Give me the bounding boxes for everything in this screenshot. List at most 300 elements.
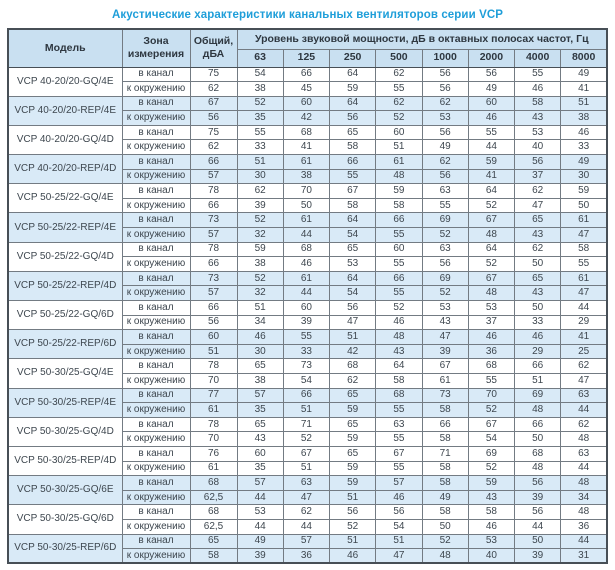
level-cell: 61	[561, 213, 607, 228]
level-cell: 66	[515, 417, 561, 432]
level-cell: 40	[515, 140, 561, 155]
level-cell: 62	[561, 359, 607, 374]
freq-header: 2000	[468, 49, 514, 67]
level-cell: 30	[561, 169, 607, 184]
level-cell: 48	[376, 330, 422, 345]
level-cell: 55	[330, 169, 376, 184]
level-cell: 48	[515, 461, 561, 476]
level-cell: 53	[515, 125, 561, 140]
total-dba-cell: 60	[190, 330, 237, 345]
level-cell: 35	[237, 111, 283, 126]
level-cell: 50	[515, 301, 561, 316]
level-cell: 60	[283, 301, 329, 316]
level-cell: 66	[515, 359, 561, 374]
level-cell: 35	[237, 461, 283, 476]
level-cell: 46	[376, 490, 422, 505]
model-cell: VCP 50-25/22-GQ/6D	[8, 301, 122, 330]
level-cell: 59	[330, 403, 376, 418]
level-cell: 49	[422, 490, 468, 505]
level-cell: 46	[561, 125, 607, 140]
level-cell: 62	[283, 505, 329, 520]
level-cell: 68	[330, 359, 376, 374]
col-header-total: Общий, дБА	[190, 29, 237, 67]
level-cell: 56	[422, 67, 468, 82]
level-cell: 69	[515, 388, 561, 403]
level-cell: 71	[283, 417, 329, 432]
level-cell: 52	[330, 519, 376, 534]
level-cell: 34	[561, 490, 607, 505]
level-cell: 38	[561, 111, 607, 126]
level-cell: 33	[561, 140, 607, 155]
level-cell: 59	[468, 476, 514, 491]
total-dba-cell: 70	[190, 432, 237, 447]
zone-cell: к окружению	[122, 315, 190, 330]
zone-cell: к окружению	[122, 432, 190, 447]
level-cell: 57	[376, 476, 422, 491]
level-cell: 65	[330, 388, 376, 403]
level-cell: 49	[422, 140, 468, 155]
level-cell: 52	[237, 213, 283, 228]
level-cell: 53	[330, 257, 376, 272]
level-cell: 56	[422, 257, 468, 272]
level-cell: 55	[561, 257, 607, 272]
level-cell: 50	[422, 519, 468, 534]
level-cell: 36	[283, 549, 329, 564]
total-dba-cell: 62	[190, 82, 237, 97]
zone-cell: в канал	[122, 184, 190, 199]
level-cell: 51	[330, 490, 376, 505]
level-cell: 52	[237, 96, 283, 111]
table-row	[8, 417, 607, 432]
level-cell: 41	[283, 140, 329, 155]
level-cell: 38	[237, 257, 283, 272]
level-cell: 51	[515, 373, 561, 388]
level-cell: 62	[330, 373, 376, 388]
table-row	[8, 476, 607, 491]
level-cell: 51	[330, 534, 376, 549]
level-cell: 48	[468, 228, 514, 243]
level-cell: 37	[468, 315, 514, 330]
level-cell: 44	[283, 228, 329, 243]
level-cell: 60	[376, 125, 422, 140]
level-cell: 43	[237, 432, 283, 447]
level-cell: 56	[422, 125, 468, 140]
level-cell: 52	[237, 271, 283, 286]
level-cell: 50	[515, 432, 561, 447]
total-dba-cell: 66	[190, 198, 237, 213]
level-cell: 70	[283, 184, 329, 199]
level-cell: 59	[376, 184, 422, 199]
level-cell: 55	[283, 330, 329, 345]
table-row	[8, 213, 607, 228]
zone-cell: в канал	[122, 125, 190, 140]
level-cell: 58	[422, 505, 468, 520]
level-cell: 47	[422, 330, 468, 345]
level-cell: 40	[468, 549, 514, 564]
level-cell: 56	[376, 505, 422, 520]
model-cell: VCP 50-25/22-GQ/4E	[8, 184, 122, 213]
level-cell: 58	[422, 403, 468, 418]
level-cell: 43	[515, 286, 561, 301]
zone-cell: в канал	[122, 359, 190, 374]
level-cell: 55	[376, 286, 422, 301]
level-cell: 37	[515, 169, 561, 184]
level-cell: 42	[330, 344, 376, 359]
level-cell: 65	[515, 213, 561, 228]
level-cell: 69	[422, 271, 468, 286]
level-cell: 58	[422, 432, 468, 447]
table-row	[8, 184, 607, 199]
level-cell: 44	[283, 519, 329, 534]
table-row	[8, 534, 607, 549]
zone-cell: к окружению	[122, 286, 190, 301]
level-cell: 47	[515, 198, 561, 213]
level-cell: 46	[515, 330, 561, 345]
level-cell: 68	[376, 388, 422, 403]
level-cell: 68	[515, 446, 561, 461]
level-cell: 60	[237, 446, 283, 461]
level-cell: 53	[468, 301, 514, 316]
level-cell: 65	[330, 125, 376, 140]
total-dba-cell: 78	[190, 359, 237, 374]
level-cell: 53	[422, 111, 468, 126]
level-cell: 62	[515, 184, 561, 199]
level-cell: 66	[376, 271, 422, 286]
table-header	[8, 29, 607, 67]
total-dba-cell: 62,5	[190, 519, 237, 534]
freq-header: 4000	[515, 49, 561, 67]
total-dba-cell: 61	[190, 403, 237, 418]
zone-cell: к окружению	[122, 344, 190, 359]
level-cell: 50	[283, 198, 329, 213]
model-cell: VCP 50-30/25-GQ/6D	[8, 505, 122, 534]
level-cell: 44	[515, 519, 561, 534]
level-cell: 64	[330, 96, 376, 111]
total-dba-cell: 78	[190, 242, 237, 257]
level-cell: 38	[237, 82, 283, 97]
level-cell: 36	[468, 344, 514, 359]
zone-cell: к окружению	[122, 198, 190, 213]
level-cell: 65	[330, 417, 376, 432]
level-cell: 44	[283, 286, 329, 301]
level-cell: 48	[468, 286, 514, 301]
level-cell: 61	[283, 155, 329, 170]
level-cell: 61	[283, 213, 329, 228]
total-dba-cell: 62	[190, 140, 237, 155]
total-dba-cell: 67	[190, 96, 237, 111]
total-dba-cell: 66	[190, 257, 237, 272]
table-row	[8, 155, 607, 170]
level-cell: 62	[422, 155, 468, 170]
level-cell: 51	[283, 461, 329, 476]
total-dba-cell: 76	[190, 446, 237, 461]
zone-cell: к окружению	[122, 257, 190, 272]
total-dba-cell: 75	[190, 125, 237, 140]
model-cell: VCP 40-20/20-REP/4D	[8, 155, 122, 184]
level-cell: 59	[330, 432, 376, 447]
level-cell: 60	[376, 242, 422, 257]
zone-cell: в канал	[122, 446, 190, 461]
level-cell: 55	[237, 125, 283, 140]
level-cell: 57	[283, 534, 329, 549]
level-cell: 51	[376, 140, 422, 155]
level-cell: 61	[561, 271, 607, 286]
table-row	[8, 388, 607, 403]
level-cell: 62	[376, 96, 422, 111]
level-cell: 48	[376, 169, 422, 184]
level-cell: 55	[468, 125, 514, 140]
level-cell: 62	[422, 96, 468, 111]
level-cell: 39	[515, 490, 561, 505]
level-cell: 57	[237, 388, 283, 403]
level-cell: 51	[330, 330, 376, 345]
total-dba-cell: 57	[190, 286, 237, 301]
model-cell: VCP 40-20/20-REP/4E	[8, 96, 122, 125]
level-cell: 38	[283, 169, 329, 184]
level-cell: 61	[422, 373, 468, 388]
level-cell: 50	[515, 257, 561, 272]
table-row	[8, 359, 607, 374]
level-cell: 69	[422, 213, 468, 228]
level-cell: 67	[468, 417, 514, 432]
level-cell: 46	[283, 257, 329, 272]
fan-acoustics-table	[7, 28, 608, 564]
level-cell: 52	[376, 301, 422, 316]
table-body	[8, 67, 607, 563]
level-cell: 56	[330, 301, 376, 316]
zone-cell: в канал	[122, 155, 190, 170]
level-cell: 46	[468, 330, 514, 345]
level-cell: 62	[237, 184, 283, 199]
level-cell: 47	[376, 549, 422, 564]
level-cell: 29	[561, 315, 607, 330]
level-cell: 58	[515, 96, 561, 111]
level-cell: 47	[330, 315, 376, 330]
level-cell: 47	[561, 228, 607, 243]
total-dba-cell: 57	[190, 169, 237, 184]
freq-header: 63	[237, 49, 283, 67]
level-cell: 64	[330, 271, 376, 286]
level-cell: 55	[422, 198, 468, 213]
level-cell: 59	[330, 461, 376, 476]
level-cell: 51	[283, 403, 329, 418]
level-cell: 61	[283, 271, 329, 286]
level-cell: 58	[561, 242, 607, 257]
total-dba-cell: 56	[190, 315, 237, 330]
level-cell: 52	[468, 403, 514, 418]
total-dba-cell: 68	[190, 505, 237, 520]
level-cell: 43	[515, 111, 561, 126]
zone-cell: в канал	[122, 476, 190, 491]
table-row	[8, 505, 607, 520]
zone-cell: к окружению	[122, 228, 190, 243]
zone-cell: в канал	[122, 242, 190, 257]
level-cell: 44	[561, 534, 607, 549]
zone-cell: к окружению	[122, 519, 190, 534]
level-cell: 46	[515, 82, 561, 97]
level-cell: 65	[330, 446, 376, 461]
freq-header: 500	[376, 49, 422, 67]
level-cell: 39	[283, 315, 329, 330]
zone-cell: в канал	[122, 505, 190, 520]
level-cell: 55	[376, 432, 422, 447]
level-cell: 52	[283, 432, 329, 447]
level-cell: 54	[468, 432, 514, 447]
level-cell: 68	[468, 359, 514, 374]
level-cell: 63	[561, 446, 607, 461]
level-cell: 56	[422, 169, 468, 184]
level-cell: 68	[283, 242, 329, 257]
level-cell: 46	[237, 330, 283, 345]
level-cell: 63	[561, 388, 607, 403]
level-cell: 30	[237, 169, 283, 184]
level-cell: 56	[330, 505, 376, 520]
level-cell: 51	[376, 534, 422, 549]
total-dba-cell: 75	[190, 67, 237, 82]
level-cell: 65	[330, 242, 376, 257]
level-cell: 51	[561, 96, 607, 111]
zone-cell: в канал	[122, 67, 190, 82]
zone-cell: в канал	[122, 534, 190, 549]
level-cell: 50	[515, 534, 561, 549]
level-cell: 32	[237, 286, 283, 301]
level-cell: 43	[422, 315, 468, 330]
level-cell: 58	[330, 198, 376, 213]
level-cell: 60	[283, 96, 329, 111]
zone-cell: в канал	[122, 417, 190, 432]
level-cell: 53	[237, 505, 283, 520]
level-cell: 52	[422, 286, 468, 301]
level-cell: 63	[422, 242, 468, 257]
table-row	[8, 271, 607, 286]
level-cell: 73	[283, 359, 329, 374]
level-cell: 64	[330, 213, 376, 228]
total-dba-cell: 68	[190, 476, 237, 491]
total-dba-cell: 78	[190, 184, 237, 199]
level-cell: 41	[561, 82, 607, 97]
level-cell: 56	[515, 476, 561, 491]
zone-cell: в канал	[122, 330, 190, 345]
level-cell: 39	[237, 549, 283, 564]
level-cell: 47	[283, 490, 329, 505]
level-cell: 62	[561, 417, 607, 432]
model-cell: VCP 50-30/25-REP/4E	[8, 388, 122, 417]
level-cell: 49	[561, 67, 607, 82]
total-dba-cell: 66	[190, 155, 237, 170]
level-cell: 39	[515, 549, 561, 564]
level-cell: 62	[376, 67, 422, 82]
level-cell: 66	[283, 67, 329, 82]
level-cell: 55	[376, 257, 422, 272]
level-cell: 43	[376, 344, 422, 359]
level-cell: 35	[237, 403, 283, 418]
zone-cell: в канал	[122, 271, 190, 286]
level-cell: 54	[330, 228, 376, 243]
level-cell: 59	[561, 184, 607, 199]
level-cell: 58	[376, 373, 422, 388]
col-header-zone: Зона измерения	[122, 29, 190, 67]
level-cell: 41	[561, 330, 607, 345]
model-cell: VCP 50-25/22-REP/6D	[8, 330, 122, 359]
level-cell: 48	[561, 505, 607, 520]
level-cell: 69	[468, 446, 514, 461]
level-cell: 67	[376, 446, 422, 461]
level-cell: 42	[283, 111, 329, 126]
zone-cell: к окружению	[122, 82, 190, 97]
total-dba-cell: 73	[190, 271, 237, 286]
level-cell: 50	[561, 198, 607, 213]
level-cell: 46	[468, 519, 514, 534]
model-cell: VCP 50-30/25-GQ/4E	[8, 359, 122, 388]
zone-cell: к окружению	[122, 549, 190, 564]
level-cell: 47	[561, 373, 607, 388]
zone-cell: к окружению	[122, 373, 190, 388]
model-cell: VCP 50-30/25-GQ/6E	[8, 476, 122, 505]
table-row	[8, 96, 607, 111]
level-cell: 67	[468, 213, 514, 228]
level-cell: 39	[237, 198, 283, 213]
total-dba-cell: 62,5	[190, 490, 237, 505]
level-cell: 25	[561, 344, 607, 359]
level-cell: 58	[422, 461, 468, 476]
level-cell: 66	[422, 417, 468, 432]
level-cell: 65	[515, 271, 561, 286]
header-row-top	[8, 29, 607, 49]
level-cell: 43	[468, 490, 514, 505]
level-cell: 54	[330, 286, 376, 301]
level-cell: 58	[468, 505, 514, 520]
level-cell: 54	[283, 373, 329, 388]
model-cell: VCP 50-30/25-REP/6D	[8, 534, 122, 563]
level-cell: 44	[237, 519, 283, 534]
level-cell: 58	[422, 476, 468, 491]
level-cell: 52	[376, 111, 422, 126]
level-cell: 54	[237, 67, 283, 82]
total-dba-cell: 65	[190, 534, 237, 549]
level-cell: 52	[422, 534, 468, 549]
level-cell: 55	[376, 82, 422, 97]
level-cell: 56	[515, 155, 561, 170]
level-cell: 52	[422, 228, 468, 243]
level-cell: 68	[283, 125, 329, 140]
total-dba-cell: 51	[190, 344, 237, 359]
level-cell: 66	[283, 388, 329, 403]
level-cell: 52	[468, 257, 514, 272]
level-cell: 63	[376, 417, 422, 432]
level-cell: 64	[330, 67, 376, 82]
level-cell: 60	[468, 96, 514, 111]
level-cell: 65	[237, 359, 283, 374]
level-cell: 64	[468, 242, 514, 257]
level-cell: 44	[561, 301, 607, 316]
level-cell: 43	[515, 228, 561, 243]
level-cell: 33	[515, 315, 561, 330]
level-cell: 62	[515, 242, 561, 257]
level-cell: 59	[237, 242, 283, 257]
level-cell: 59	[468, 155, 514, 170]
level-cell: 46	[376, 315, 422, 330]
level-cell: 33	[237, 140, 283, 155]
level-cell: 44	[561, 461, 607, 476]
level-cell: 30	[237, 344, 283, 359]
level-cell: 56	[330, 111, 376, 126]
level-cell: 36	[561, 519, 607, 534]
level-cell: 70	[468, 388, 514, 403]
level-cell: 65	[237, 417, 283, 432]
total-dba-cell: 56	[190, 111, 237, 126]
level-cell: 51	[237, 155, 283, 170]
level-cell: 39	[422, 344, 468, 359]
